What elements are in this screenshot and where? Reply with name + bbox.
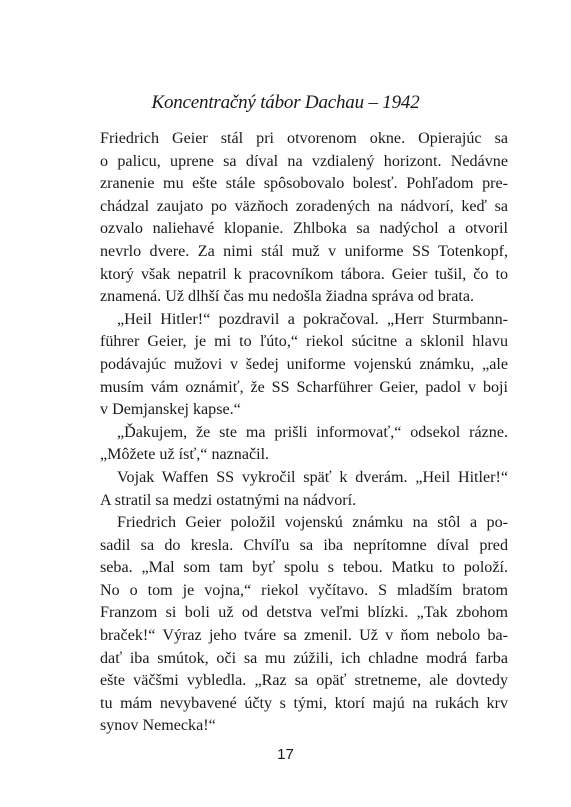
page-number: 17 xyxy=(277,746,294,763)
text-line: zranenie mu ešte stále spôsobovalo bolesť. Pohľadom pre- xyxy=(100,175,508,193)
text-line: sadil sa do kresla. Chvíľu sa iba neprítomne díval pred xyxy=(100,536,508,554)
text-line: Vojak Waffen SS vykročil späť k dverám. „Heil Hitler!“ xyxy=(117,468,508,486)
text-line: Friedrich Geier položil vojenskú známku na stôl a po- xyxy=(117,514,508,532)
text-line: tu mám nevybavené účty s tými, ktorí majú na rukách krv xyxy=(100,694,508,712)
text-line: „Heil Hitler!“ pozdravil a pokračoval. „Herr Sturmbann- xyxy=(117,310,508,328)
text-line: ktorý však nepatril k pracovníkom tábora. Geier tušil, čo to xyxy=(100,265,508,283)
text-line: Franzom si boli už od detstva veľmi blízki. „Tak zbohom xyxy=(100,604,508,622)
text-line: podávajúc mužovi v šedej uniforme vojenskú známku, „ale xyxy=(100,355,508,373)
text-line: A stratil sa medzi ostatnými na nádvorí. xyxy=(100,491,357,509)
text-line: znamená. Už dlhší čas mu nedošla žiadna správa od brata. xyxy=(100,288,475,306)
body-text xyxy=(100,128,508,738)
text-line: „Môžete už ísť,“ naznačil. xyxy=(100,446,270,464)
text-line: o palicu, uprene sa díval na vzdialený horizont. Nedávne xyxy=(100,152,508,170)
text-line: führer Geier, je mi to ľúto,“ riekol súcitne a sklonil hlavu xyxy=(100,333,508,351)
text-line: dať iba smútok, oči sa mu zúžili, ich chladne modrá farba xyxy=(100,649,508,667)
text-line: „Ďakujem, že ste ma prišli informovať,“ odsekol rázne. xyxy=(117,423,508,441)
text-line: v Demjanskej kapse.“ xyxy=(100,401,241,419)
text-line: braček!“ Výraz jeho tváre sa zmenil. Už v ňom nebolo ba- xyxy=(100,627,508,645)
chapter-title: Koncentračný tábor Dachau – 1942 xyxy=(151,92,420,113)
text-line: synov Nemecka!“ xyxy=(100,717,216,735)
text-line: ešte väčšmi vybledla. „Raz sa opäť stretneme, ale dovtedy xyxy=(100,672,508,690)
text-line: Friedrich Geier stál pri otvorenom okne. Opierajúc sa xyxy=(100,130,508,147)
text-line: musím vám oznámiť, že SS Scharführer Geier, padol v boji xyxy=(100,378,508,396)
text-line: seba. „Mal som tam byť spolu s tebou. Matku to položí. xyxy=(100,559,508,577)
text-line: No o tom je vojna,“ riekol vyčítavo. S mladším bratom xyxy=(100,581,508,599)
text-line: nevrlo dvere. Za nimi stál muž v uniforme SS Totenkopf, xyxy=(100,242,508,260)
text-line: chádzal zaujato po väzňoch zoradených na nádvorí, keď sa xyxy=(100,197,508,215)
text-line: ozvalo naliehavé klopanie. Zhlboka sa nadýchol a otvoril xyxy=(100,220,508,238)
